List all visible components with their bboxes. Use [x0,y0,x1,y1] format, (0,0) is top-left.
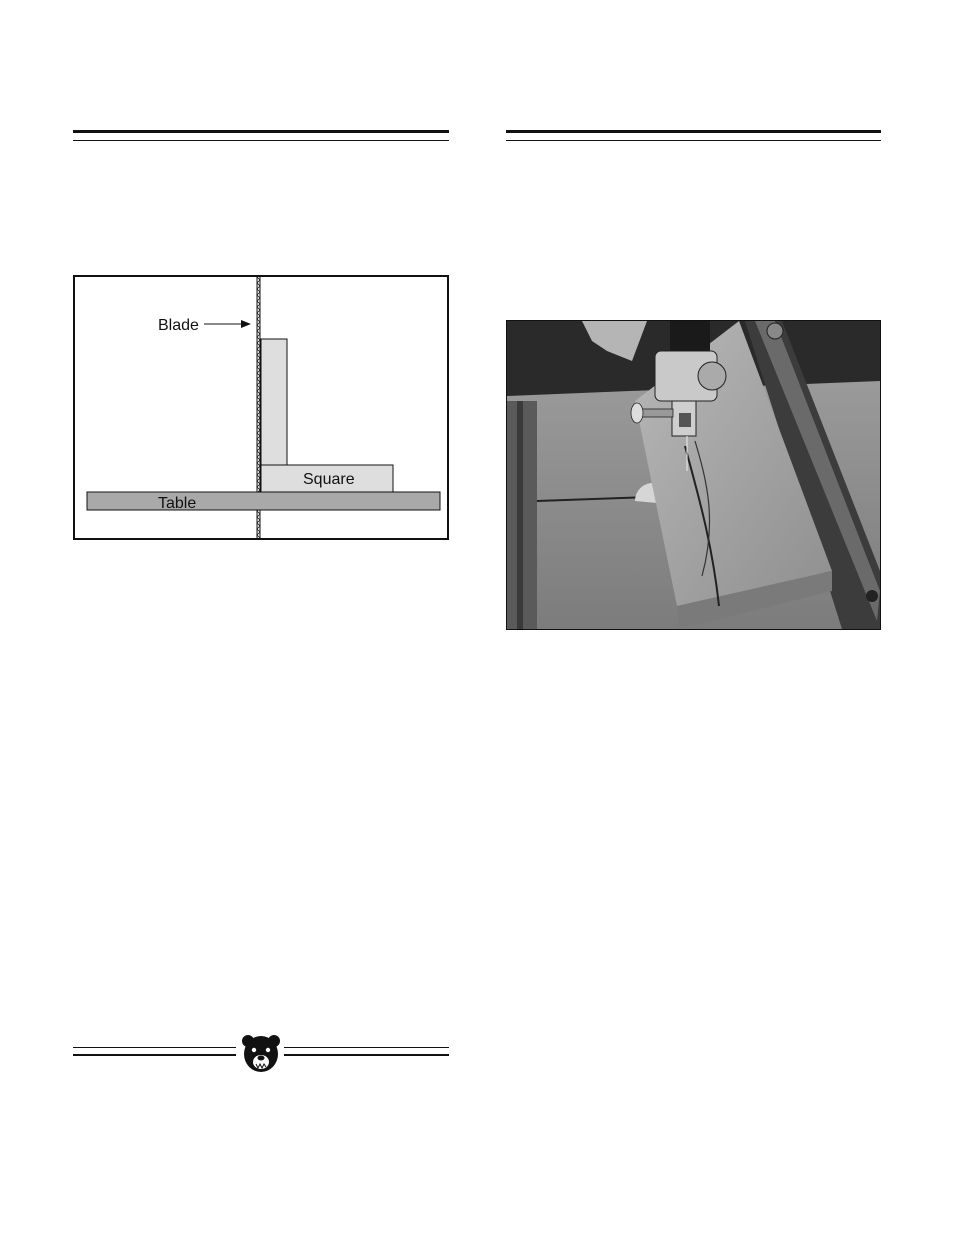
label-blade: Blade [158,317,199,334]
left-header-rule-thick [73,130,449,133]
footer-rule-left-thin [73,1047,236,1048]
blade-arrow-head [241,320,251,328]
left-header-rule-thin [73,140,449,141]
right-header-rule-thick [506,130,881,133]
footer-rule-right-thin [284,1047,449,1048]
square-vertical-arm [261,339,287,465]
blade-square-diagram [73,275,449,540]
footer-rule-left-thick [73,1054,236,1056]
right-header-rule-thin [506,140,881,141]
bandsaw-cut-photo [506,320,881,630]
table-bar [87,492,440,510]
bear-head-icon [240,1033,282,1075]
label-square: Square [303,471,355,488]
footer-rule-right-thick [284,1054,449,1056]
label-table: Table [158,495,197,512]
